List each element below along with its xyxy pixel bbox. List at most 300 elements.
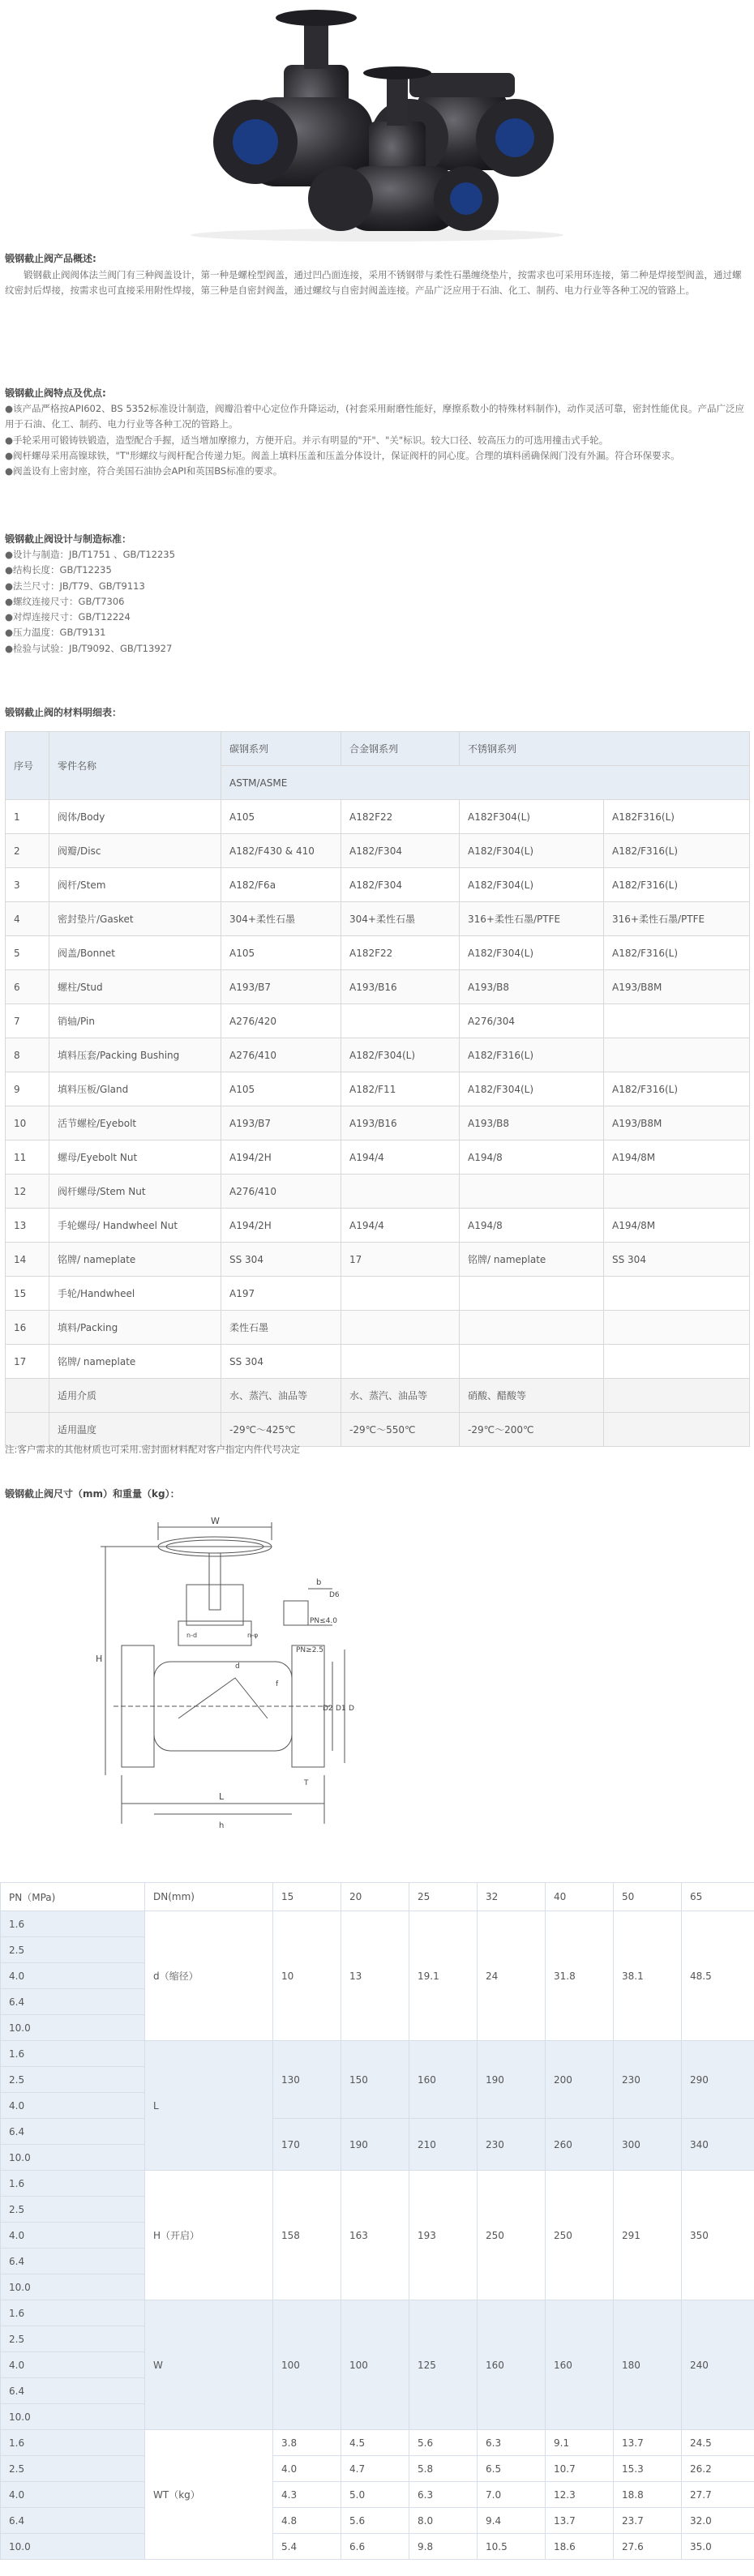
materials-table	[5, 731, 750, 1447]
dimension-value: 100	[273, 2300, 341, 2430]
dimension-value: 291	[614, 2171, 682, 2300]
dimension-label: W	[145, 2300, 273, 2430]
materials-cell: 螺柱/Stud	[49, 970, 221, 1004]
dimensions-header-row	[1, 1883, 754, 1911]
header-stainless: 不锈钢系列	[460, 732, 750, 766]
materials-cell	[341, 1175, 460, 1209]
materials-cell: 15	[6, 1277, 49, 1311]
materials-cell	[604, 1379, 750, 1413]
dimension-value: 9.8	[409, 2534, 478, 2560]
pn-cell: 2.5	[1, 2456, 145, 2482]
pn-cell: 4.0	[1, 1963, 145, 1989]
materials-cell: A276/410	[221, 1038, 341, 1072]
dimension-row	[1, 2430, 754, 2456]
header-carbon: 碳钢系列	[221, 732, 341, 766]
dimension-value: 350	[682, 2171, 754, 2300]
dimension-row	[1, 2508, 754, 2534]
materials-cell: 硝酸、醋酸等	[460, 1379, 604, 1413]
pn-cell: 1.6	[1, 1911, 145, 1937]
materials-cell: A182F316(L)	[604, 800, 750, 834]
dimension-value: 23.7	[614, 2508, 682, 2534]
dimension-value: 18.8	[614, 2482, 682, 2508]
materials-cell: 水、蒸汽、油品等	[221, 1379, 341, 1413]
dimension-value: 31.8	[546, 1911, 614, 2041]
dimension-value: 27.7	[682, 2482, 754, 2508]
materials-cell: 销轴/Pin	[49, 1004, 221, 1038]
materials-row	[6, 970, 750, 1004]
materials-row	[6, 1277, 750, 1311]
dimension-value: 13.7	[546, 2508, 614, 2534]
dimensions-title: 锻钢截止阀尺寸（mm）和重量（kg）：	[5, 1488, 180, 1500]
materials-cell	[341, 1345, 460, 1379]
pn-cell: 10.0	[1, 2404, 145, 2430]
dimension-value: 160	[546, 2300, 614, 2430]
header-standard: ASTM/ASME	[221, 766, 750, 800]
materials-cell: 铭牌/ nameplate	[49, 1243, 221, 1277]
materials-cell: A193/B8M	[604, 970, 750, 1004]
materials-cell: A194/8M	[604, 1140, 750, 1175]
features-list	[5, 401, 749, 479]
dimension-value: 340	[682, 2119, 754, 2171]
materials-cell: SS 304	[604, 1243, 750, 1277]
dimension-label: L	[145, 2041, 273, 2171]
dimension-value: 6.6	[341, 2534, 409, 2560]
standard-item: ●设计与制造：JB/T1751 、GB/T12235	[5, 549, 175, 560]
dimension-value: 5.4	[273, 2534, 341, 2560]
pn-cell: 6.4	[1, 2119, 145, 2145]
dimension-value: 18.6	[546, 2534, 614, 2560]
dimension-value: 27.6	[614, 2534, 682, 2560]
dimension-value: 9.1	[546, 2430, 614, 2456]
materials-cell	[604, 1175, 750, 1209]
overview-text: 锻钢截止阀阀体法兰阀门有三种阀盖设计，第一种是螺栓型阀盖，通过凹凸面连接，采用不锈钢带与柔性石墨缠绕垫片，按需求也可采用环连接，第二种是焊接型阀盖，通过螺纹密封后焊接，按需求也可直接采用附性焊接，第三种是自密封阀盖，通过螺纹与自密封阀盖连接。产品广泛应用于石油、化工、制药、电力行业等各种工况的管路上。	[5, 269, 742, 296]
dimension-value: 163	[341, 2171, 409, 2300]
label-small-d: d	[235, 1662, 240, 1671]
dimension-group	[1, 2300, 754, 2430]
dimension-label: d（缩径）	[145, 1911, 273, 2041]
dimension-row	[1, 2482, 754, 2508]
materials-cell: A194/2H	[221, 1140, 341, 1175]
materials-cell: A193/B7	[221, 970, 341, 1004]
pn-cell: 4.0	[1, 2093, 145, 2119]
materials-cell: 5	[6, 936, 49, 970]
materials-cell	[604, 1004, 750, 1038]
dimension-value: 48.5	[682, 1911, 754, 2041]
materials-cell	[460, 1277, 604, 1311]
label-w: W	[211, 1516, 220, 1526]
materials-cell	[604, 1038, 750, 1072]
label-d6: D6	[329, 1591, 340, 1599]
dimension-value: 6.3	[409, 2482, 478, 2508]
materials-header-row	[6, 732, 750, 766]
materials-cell: 适用介质	[49, 1379, 221, 1413]
dimension-row	[1, 2300, 754, 2326]
materials-row	[6, 1140, 750, 1175]
dimension-row	[1, 2456, 754, 2482]
materials-cell: 3	[6, 868, 49, 902]
materials-cell: A182/F304(L)	[460, 936, 604, 970]
materials-cell: 8	[6, 1038, 49, 1072]
dimension-value: 230	[478, 2119, 546, 2171]
dimension-row	[1, 2119, 754, 2145]
materials-cell: A194/8	[460, 1209, 604, 1243]
materials-row	[6, 868, 750, 902]
dim-head-cell: 25	[409, 1883, 478, 1911]
pn-cell: 4.0	[1, 2352, 145, 2378]
label-l: L	[219, 1791, 225, 1802]
materials-cell: 填料压板/Gland	[49, 1072, 221, 1106]
materials-cell: A193/B8	[460, 1106, 604, 1140]
dimension-group	[1, 2041, 754, 2171]
pn-cell: 10.0	[1, 2274, 145, 2300]
dimension-value: 19.1	[409, 1911, 478, 2041]
materials-cell	[460, 1311, 604, 1345]
dimension-value: 210	[409, 2119, 478, 2171]
materials-body	[6, 800, 750, 1447]
pn-cell: 4.0	[1, 2223, 145, 2249]
dimension-value: 26.2	[682, 2456, 754, 2482]
materials-cell	[604, 1277, 750, 1311]
materials-cell: 4	[6, 902, 49, 936]
feature-item: ●阀杆螺母采用高镍球铁，"T"形螺纹与阀杆配合传递力矩。阀盖上填料压盖和压盖分体设计，保证阀杆的同心度。合理的填料函确保阀门没有外漏。符合环保要求。	[5, 449, 680, 461]
dimension-row	[1, 1911, 754, 1937]
materials-cell: 17	[341, 1243, 460, 1277]
materials-row	[6, 1175, 750, 1209]
materials-cell: A182/F11	[341, 1072, 460, 1106]
dimension-value: 4.5	[341, 2430, 409, 2456]
materials-row	[6, 1106, 750, 1140]
standard-item: ●螺纹连接尺寸：GB/T7306	[5, 595, 125, 607]
dimension-label: H（开启）	[145, 2171, 273, 2300]
materials-cell: A193/B8M	[604, 1106, 750, 1140]
dimension-value: 38.1	[614, 1911, 682, 2041]
materials-cell: A197	[221, 1277, 341, 1311]
feature-item: ●该产品严格按API602、BS 5352标准设计制造，阀瓣沿着中心定位作升降运动，(衬套采用耐磨性能好，摩擦系数小的特殊材料制作)，动作灵活可靠，密封性能优良。产品广泛应用于石油、化工、制药、电力行业等各种工况的管路上。	[5, 403, 745, 430]
materials-cell: A105	[221, 936, 341, 970]
label-d2: D2	[323, 1705, 333, 1713]
materials-cell: A193/B16	[341, 1106, 460, 1140]
materials-row	[6, 1413, 750, 1447]
dimension-value: 158	[273, 2171, 341, 2300]
dimension-value: 180	[614, 2300, 682, 2430]
materials-cell: 16	[6, 1311, 49, 1345]
pn-cell: 1.6	[1, 2041, 145, 2067]
label-d: D	[349, 1705, 354, 1713]
materials-title: 锻钢截止阀的材料明细表：	[5, 707, 122, 718]
dimension-row	[1, 2534, 754, 2560]
dimension-value: 260	[546, 2119, 614, 2171]
materials-cell: A194/4	[341, 1140, 460, 1175]
materials-row	[6, 936, 750, 970]
dim-head-cell: 32	[478, 1883, 546, 1911]
valve-dimension-diagram	[89, 1508, 397, 1848]
dim-head-cell: DN(mm)	[145, 1883, 273, 1911]
materials-cell: 水、蒸汽、油品等	[341, 1379, 460, 1413]
materials-cell: 10	[6, 1106, 49, 1140]
dimension-value: 190	[341, 2119, 409, 2171]
pn-cell: 2.5	[1, 2067, 145, 2093]
materials-cell: A182/F430 & 410	[221, 834, 341, 868]
pn-cell: 1.6	[1, 2430, 145, 2456]
label-hdim: h	[219, 1821, 225, 1830]
dimension-value: 10.7	[546, 2456, 614, 2482]
pn-cell: 2.5	[1, 1937, 145, 1963]
materials-row	[6, 1072, 750, 1106]
standard-item: ●对焊连接尺寸：GB/T12224	[5, 611, 131, 623]
dimension-row	[1, 2171, 754, 2197]
materials-cell	[604, 1345, 750, 1379]
standards-list	[5, 547, 749, 657]
materials-cell: A182/F304	[341, 868, 460, 902]
materials-cell: 316+柔性石墨/PTFE	[604, 902, 750, 936]
dimension-value: 12.3	[546, 2482, 614, 2508]
materials-cell: 活节螺栓/Eyebolt	[49, 1106, 221, 1140]
materials-cell: 手轮螺母/ Handwheel Nut	[49, 1209, 221, 1243]
materials-cell: A193/B16	[341, 970, 460, 1004]
valve-product-photo	[174, 0, 580, 243]
materials-row	[6, 1379, 750, 1413]
materials-cell: A105	[221, 800, 341, 834]
standard-item: ●检验与试验：JB/T9092、GB/T13927	[5, 642, 173, 654]
header-part: 零件名称	[49, 732, 221, 800]
dimension-value: 9.4	[478, 2508, 546, 2534]
materials-cell: A276/420	[221, 1004, 341, 1038]
label-pn2: PN≥2.5	[296, 1646, 324, 1654]
dimension-value: 35.0	[682, 2534, 754, 2560]
dimension-value: 4.3	[273, 2482, 341, 2508]
dimension-value: 24.5	[682, 2430, 754, 2456]
pn-cell: 1.6	[1, 2171, 145, 2197]
materials-cell	[604, 1311, 750, 1345]
feature-item: ●阀盖设有上密封座，符合美国石油协会API和英国BS标准的要求。	[5, 465, 283, 477]
dimension-value: 250	[478, 2171, 546, 2300]
dimension-value: 250	[546, 2171, 614, 2300]
dimension-value: 100	[341, 2300, 409, 2430]
dimension-value: 32.0	[682, 2508, 754, 2534]
pn-cell: 10.0	[1, 2145, 145, 2171]
materials-cell: A182/F316(L)	[604, 936, 750, 970]
dimension-value: 8.0	[409, 2508, 478, 2534]
materials-cell	[604, 1413, 750, 1447]
label-pn1: PN≤4.0	[310, 1617, 338, 1625]
materials-cell: 阀盖/Bonnet	[49, 936, 221, 970]
materials-cell: -29℃～425℃	[221, 1413, 341, 1447]
materials-cell: 2	[6, 834, 49, 868]
dim-head-cell: 20	[341, 1883, 409, 1911]
dimension-value: 3.8	[273, 2430, 341, 2456]
materials-cell: A194/8	[460, 1140, 604, 1175]
materials-cell: A182/F316(L)	[460, 1038, 604, 1072]
label-h: H	[96, 1654, 103, 1664]
materials-cell: A182F22	[341, 936, 460, 970]
dimension-value: 290	[682, 2041, 754, 2119]
materials-cell: 手轮/Handwheel	[49, 1277, 221, 1311]
materials-cell: 铭牌/ nameplate	[460, 1243, 604, 1277]
dimension-value: 4.7	[341, 2456, 409, 2482]
dim-head-cell: 40	[546, 1883, 614, 1911]
dimension-value: 24	[478, 1911, 546, 2041]
dimension-value: 5.8	[409, 2456, 478, 2482]
dimension-value: 300	[614, 2119, 682, 2171]
materials-row	[6, 902, 750, 936]
label-n-phi: n-φ	[247, 1632, 259, 1639]
dimension-value: 125	[409, 2300, 478, 2430]
materials-cell: 螺母/Eyebolt Nut	[49, 1140, 221, 1175]
pn-cell: 6.4	[1, 2378, 145, 2404]
dimension-value: 4.0	[273, 2456, 341, 2482]
materials-cell: A276/304	[460, 1004, 604, 1038]
pn-cell: 10.0	[1, 2015, 145, 2041]
materials-row	[6, 1209, 750, 1243]
materials-cell: A193/B8	[460, 970, 604, 1004]
materials-cell: A276/410	[221, 1175, 341, 1209]
dimension-group	[1, 2171, 754, 2300]
materials-cell: 304+柔性石墨	[221, 902, 341, 936]
dim-head-cell: PN（MPa)	[1, 1883, 145, 1911]
dimension-value: 150	[341, 2041, 409, 2119]
materials-cell: 9	[6, 1072, 49, 1106]
dimension-value: 7.0	[478, 2482, 546, 2508]
dimension-group	[1, 1911, 754, 2041]
materials-row	[6, 834, 750, 868]
dimension-value: 230	[614, 2041, 682, 2119]
dimension-row	[1, 2041, 754, 2067]
materials-cell: A194/2H	[221, 1209, 341, 1243]
materials-cell: 6	[6, 970, 49, 1004]
materials-cell	[460, 1345, 604, 1379]
dimension-value: 130	[273, 2041, 341, 2119]
materials-cell	[6, 1413, 49, 1447]
materials-cell: A182/F316(L)	[604, 868, 750, 902]
dimension-label: WT（kg）	[145, 2430, 273, 2560]
materials-cell: A182/F316(L)	[604, 834, 750, 868]
materials-cell: A182/F304(L)	[460, 1072, 604, 1106]
dimensions-table	[0, 1882, 754, 2560]
materials-cell: A182/F304(L)	[460, 834, 604, 868]
materials-cell: A182/F316(L)	[604, 1072, 750, 1106]
materials-cell: 11	[6, 1140, 49, 1175]
materials-cell: 填料压套/Packing Bushing	[49, 1038, 221, 1072]
dimension-value: 160	[478, 2300, 546, 2430]
materials-cell: -29℃～200℃	[460, 1413, 604, 1447]
pn-cell: 2.5	[1, 2326, 145, 2352]
dimension-value: 13	[341, 1911, 409, 2041]
materials-row	[6, 1004, 750, 1038]
materials-cell: A105	[221, 1072, 341, 1106]
materials-cell: SS 304	[221, 1243, 341, 1277]
materials-cell	[341, 1277, 460, 1311]
header-alloy: 合金钢系列	[341, 732, 460, 766]
label-f: f	[276, 1680, 279, 1688]
materials-cell: 304+柔性石墨	[341, 902, 460, 936]
label-t: T	[304, 1779, 309, 1787]
materials-cell	[460, 1175, 604, 1209]
dimension-value: 5.6	[409, 2430, 478, 2456]
materials-cell: 柔性石墨	[221, 1311, 341, 1345]
dimension-value: 5.6	[341, 2508, 409, 2534]
materials-cell: A182/F6a	[221, 868, 341, 902]
materials-cell: A194/4	[341, 1209, 460, 1243]
dim-head-cell: 65	[682, 1883, 754, 1911]
dimension-value: 4.8	[273, 2508, 341, 2534]
materials-cell: 阀杆螺母/Stem Nut	[49, 1175, 221, 1209]
dimension-value: 15.3	[614, 2456, 682, 2482]
overview-title: 锻钢截止阀产品概述:	[5, 253, 96, 264]
dimension-value: 200	[546, 2041, 614, 2119]
materials-row	[6, 1243, 750, 1277]
dim-head-cell: 50	[614, 1883, 682, 1911]
pn-cell: 6.4	[1, 1989, 145, 2015]
header-no: 序号	[6, 732, 49, 800]
materials-cell: 填料/Packing	[49, 1311, 221, 1345]
dimension-value: 10	[273, 1911, 341, 2041]
dim-head-cell: 15	[273, 1883, 341, 1911]
label-n-d: n-d	[186, 1632, 198, 1639]
label-b: b	[316, 1578, 322, 1587]
standard-item: ●结构长度：GB/T12235	[5, 564, 112, 576]
standard-item: ●法兰尺寸：JB/T79、GB/T9113	[5, 580, 145, 592]
materials-cell: -29℃～550℃	[341, 1413, 460, 1447]
materials-row	[6, 1038, 750, 1072]
pn-cell: 2.5	[1, 2197, 145, 2223]
materials-cell: A193/B7	[221, 1106, 341, 1140]
materials-cell	[341, 1311, 460, 1345]
standards-title: 锻钢截止阀设计与制造标准：	[5, 533, 132, 545]
materials-row	[6, 800, 750, 834]
materials-cell: A182F22	[341, 800, 460, 834]
materials-cell: 17	[6, 1345, 49, 1379]
pn-cell: 6.4	[1, 2508, 145, 2534]
materials-cell: SS 304	[221, 1345, 341, 1379]
dimension-value: 10.5	[478, 2534, 546, 2560]
materials-cell: 密封垫片/Gasket	[49, 902, 221, 936]
pn-cell: 1.6	[1, 2300, 145, 2326]
dimension-value: 5.0	[341, 2482, 409, 2508]
label-d1: D1	[336, 1705, 346, 1713]
dimension-group	[1, 2430, 754, 2560]
pn-cell: 6.4	[1, 2249, 145, 2274]
pn-cell: 10.0	[1, 2534, 145, 2560]
feature-item: ●手轮采用可锻铸铁锻造，造型配合手握，适当增加摩擦力，方便开启。并示有明显的"开"、"关"标识。较大口径、较高压力的可选用撞击式手轮。	[5, 434, 609, 446]
pn-cell: 4.0	[1, 2482, 145, 2508]
materials-cell: 12	[6, 1175, 49, 1209]
dimension-value: 240	[682, 2300, 754, 2430]
features-title: 锻钢截止阀特点及优点:	[5, 387, 106, 399]
materials-cell: A182/F304(L)	[460, 868, 604, 902]
materials-cell: A194/8M	[604, 1209, 750, 1243]
materials-row	[6, 1311, 750, 1345]
materials-cell: 1	[6, 800, 49, 834]
materials-cell: A182/F304(L)	[341, 1038, 460, 1072]
materials-cell: A182F304(L)	[460, 800, 604, 834]
materials-cell: A182/F304	[341, 834, 460, 868]
materials-cell: 阀杆/Stem	[49, 868, 221, 902]
materials-cell	[6, 1379, 49, 1413]
materials-cell	[341, 1004, 460, 1038]
dimension-value: 6.3	[478, 2430, 546, 2456]
dimension-value: 6.5	[478, 2456, 546, 2482]
dimension-value: 13.7	[614, 2430, 682, 2456]
materials-row	[6, 1345, 750, 1379]
materials-cell: 阀瓣/Disc	[49, 834, 221, 868]
dimension-value: 190	[478, 2041, 546, 2119]
materials-note: 注:客户需求的其他材质也可采用.密封面材料配对客户指定内件代号决定	[5, 1444, 301, 1455]
dimension-value: 170	[273, 2119, 341, 2171]
dimension-value: 160	[409, 2041, 478, 2119]
materials-cell: 316+柔性石墨/PTFE	[460, 902, 604, 936]
standard-item: ●压力温度：GB/T9131	[5, 627, 106, 639]
materials-cell: 13	[6, 1209, 49, 1243]
